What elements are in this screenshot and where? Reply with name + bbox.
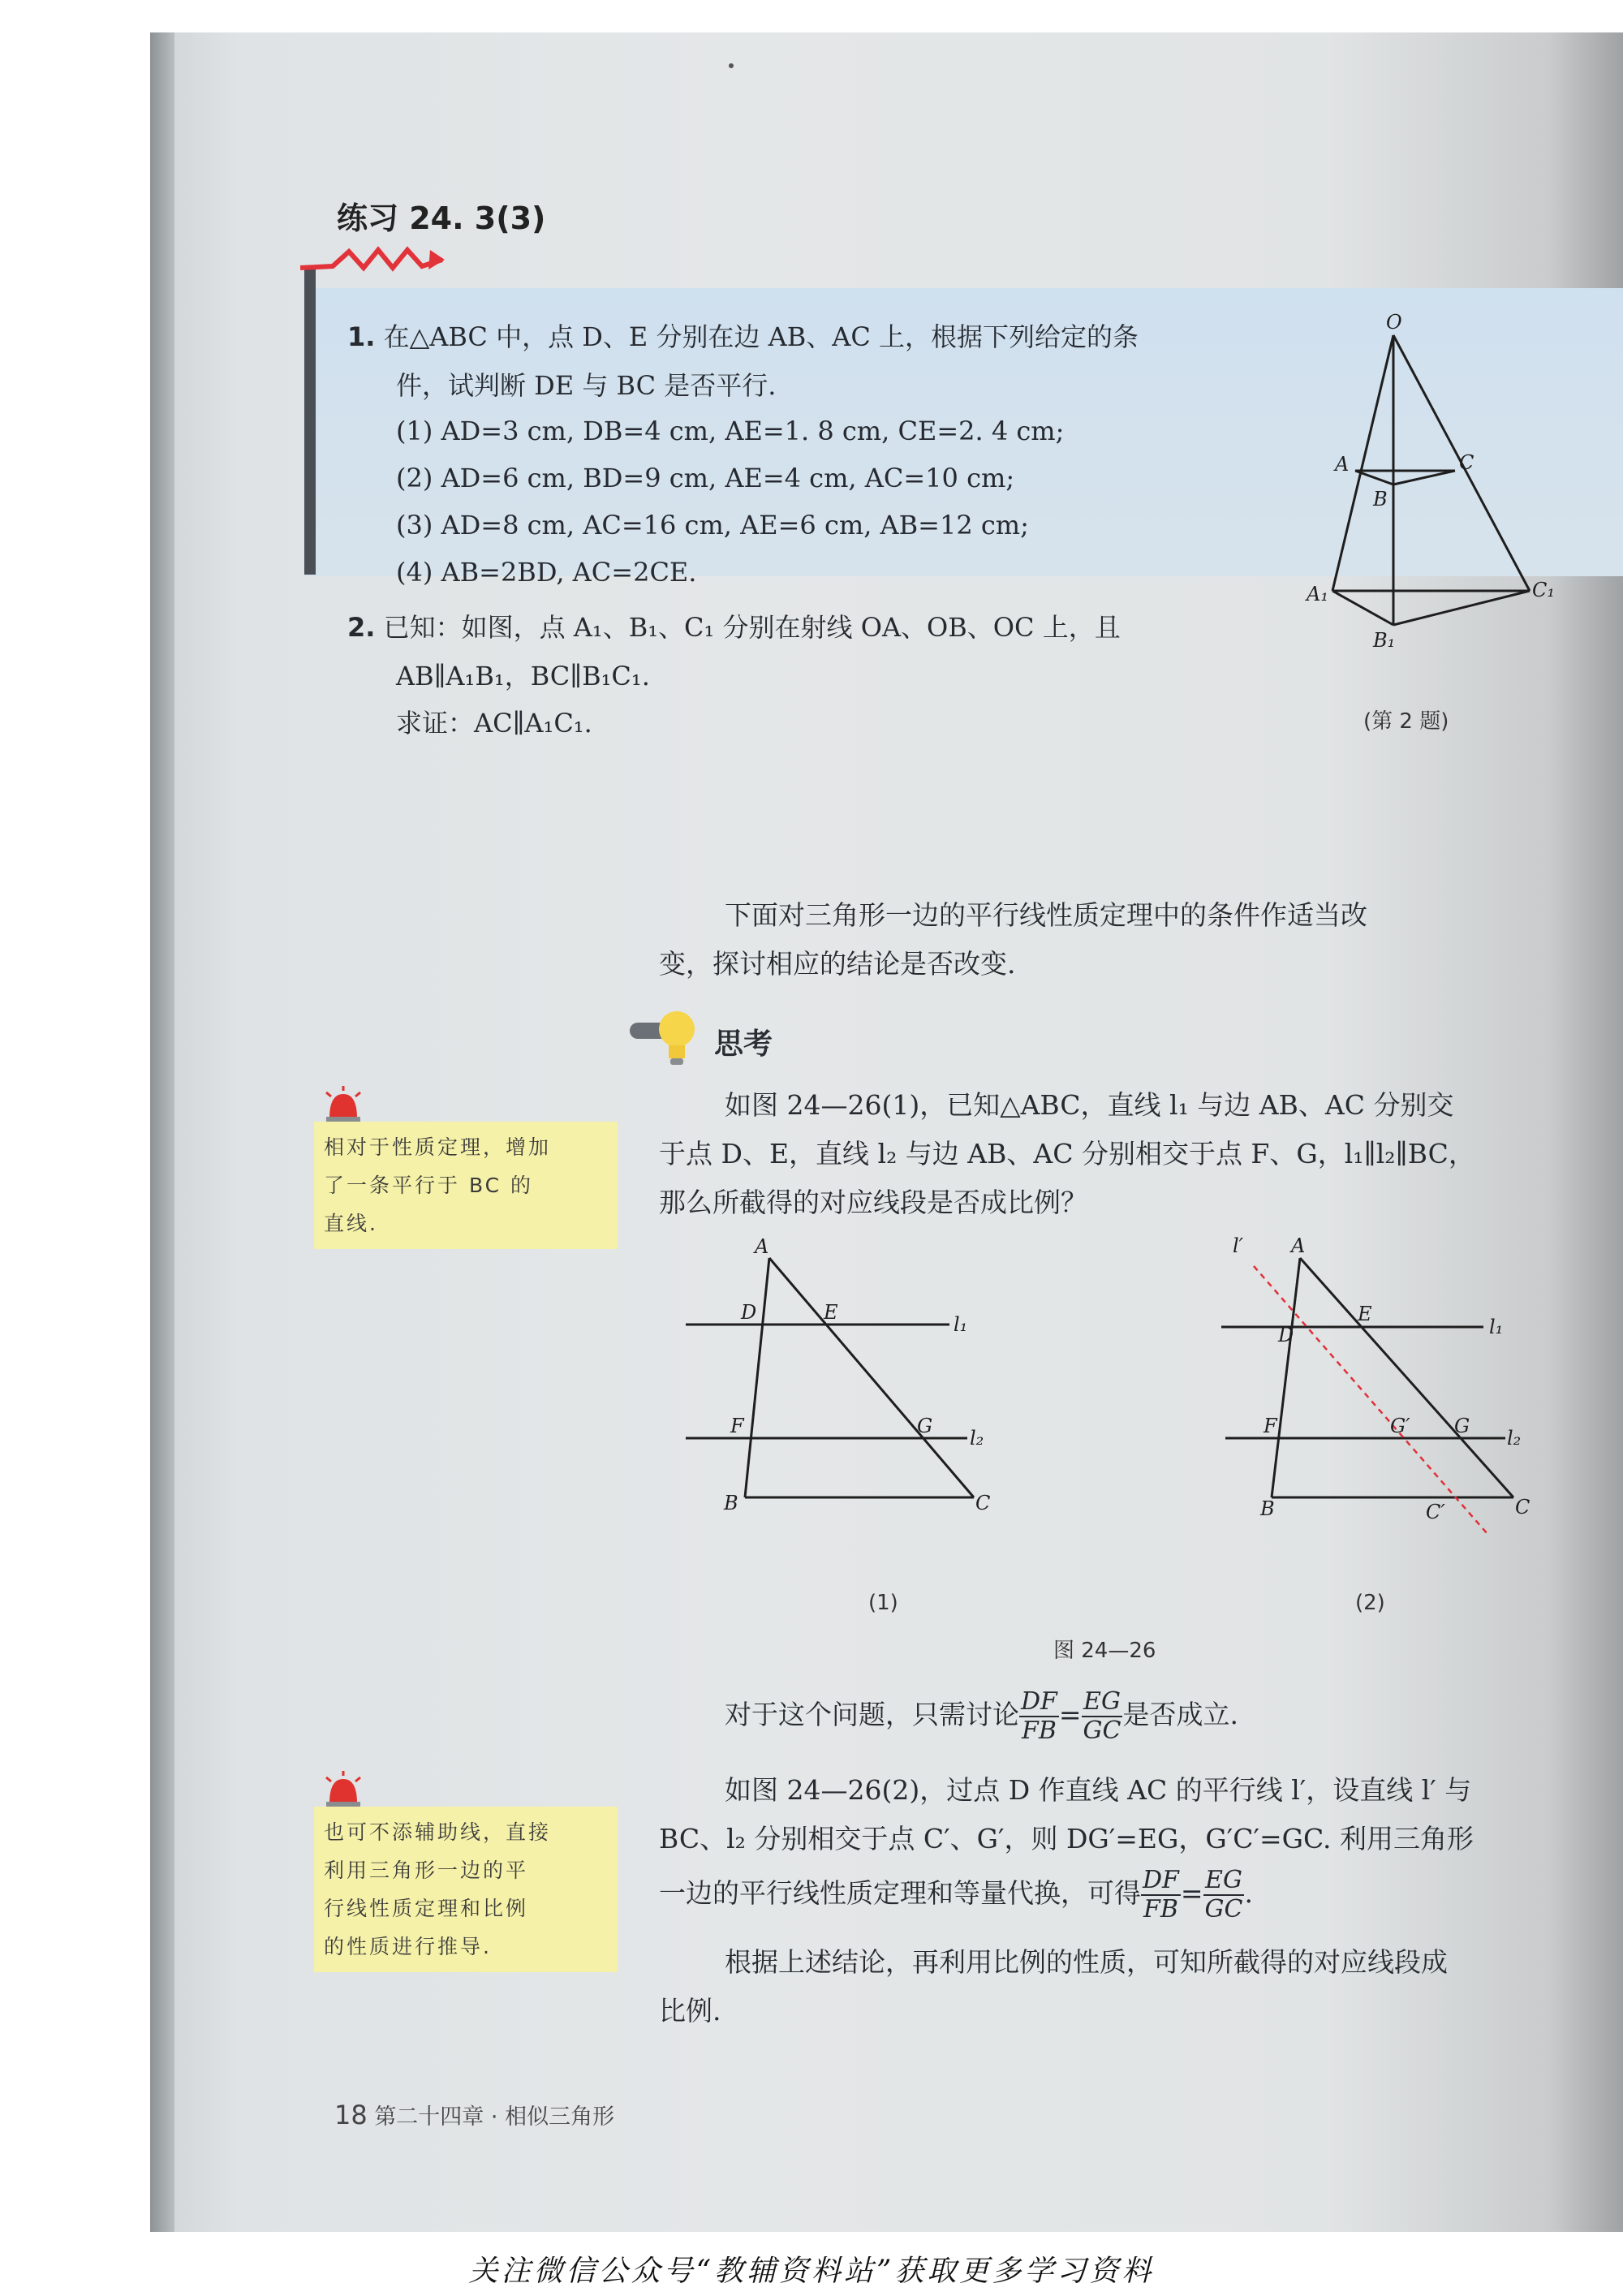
footer-chapter: 第二十四章 [374,2104,484,2130]
q1-item-4: (4) AB=2BD, AC=2CE. [396,557,697,588]
note2-line4: 的性质进行推导. [324,1935,492,1958]
fig2-label-l2: l₂ [1507,1427,1522,1450]
fig1-label-e: E [824,1301,838,1324]
fig1-label-g: G [917,1415,933,1437]
fig1-label-b: B [724,1492,738,1514]
discussion-p3-line2: 比例. [659,1995,721,2027]
fig2-label-lprime: l′ [1233,1234,1244,1257]
p2-frac2-bottom: GC [1204,1895,1243,1923]
figure1-subcaption: (1) [868,1591,898,1615]
figure2-subcaption: (2) [1355,1591,1385,1615]
figure-24-26-2 [1213,1230,1534,1538]
discussion-p3-line1: 根据上述结论，再利用比例的性质，可知所截得的对应线段成 [725,1946,1448,1978]
exercise-side-bar [304,268,316,575]
book-spine [150,32,174,2232]
think-line1: 如图 24—26(1)，已知△ABC，直线 l₁ 与边 AB、AC 分别交 [725,1089,1454,1121]
q2-line3: 求证：AC∥A₁C₁. [396,708,592,739]
p2-frac1-top: DF [1143,1866,1179,1894]
discussion-p2-line1: 如图 24—26(2)，过点 D 作直线 AC 的平行线 l′，设直线 l′ 与 [725,1774,1472,1806]
label-b: B [1373,488,1388,510]
exercise-title: 练习 24. 3(3) [337,200,546,236]
page-speck [729,63,734,68]
fig1-label-a: A [755,1235,769,1258]
q2-figure-caption: (第 2 题) [1363,709,1449,734]
label-c1: C₁ [1532,579,1555,601]
segment-ab [1355,471,1393,485]
fig2-label-l1: l₁ [1489,1316,1504,1338]
footer-separator: · [490,2104,498,2130]
p1-frac2-top: EG [1082,1688,1123,1717]
side-note-2 [314,1807,618,1972]
page-number: 18 [334,2100,368,2130]
fig2-label-b: B [1260,1497,1275,1520]
fig2-side-ab [1272,1258,1300,1497]
fig2-label-gprime: G′ [1390,1415,1410,1437]
q1-line2: 件，试判断 DE 与 BC 是否平行. [396,370,777,401]
fig2-label-c: C [1515,1496,1530,1518]
note1-line2: 了一条平行于 BC 的 [324,1174,534,1197]
p1-frac1-top: DF [1021,1687,1057,1716]
lightbulb-icon [630,1005,703,1070]
q2-text1: 已知：如图，点 A₁、B₁、C₁ 分别在射线 OA、OB、OC 上，且 [383,612,1121,643]
fig1-label-f: F [730,1415,744,1437]
fig1-label-l1: l₁ [954,1313,968,1336]
p1-fraction-eg-gc [1082,1688,1123,1745]
label-a1: A₁ [1307,583,1328,605]
fig2-label-cprime: C′ [1426,1501,1445,1523]
intro-line1: 下面对三角形一边的平行线性质定理中的条件作适当改 [725,899,1367,931]
segment-b1c1 [1393,591,1530,625]
q2-line1 [347,607,1121,644]
side-note-1 [314,1122,618,1249]
q2-line2: AB∥A₁B₁，BC∥B₁C₁. [396,661,650,691]
fig2-label-e: E [1358,1303,1372,1325]
q1-text1: 在△ABC 中，点 D、E 分别在边 AB、AC 上，根据下列给定的条 [383,321,1139,352]
fig2-label-f: F [1264,1415,1277,1437]
p1-frac2-bottom: GC [1083,1717,1121,1745]
page-footer [334,2099,614,2130]
note2-line3: 行线性质定理和比例 [324,1897,529,1920]
note1-line1: 相对于性质定理，增加 [324,1135,552,1159]
p2-text-after: . [1244,1877,1253,1909]
note2-line2: 利用三角形一边的平 [324,1859,529,1882]
fig1-side-ab [745,1258,769,1497]
label-b1: B₁ [1373,629,1396,652]
fig1-label-c: C [975,1492,991,1514]
zigzag-decoration-icon [300,243,446,276]
think-heading: 思考 [714,1027,773,1061]
p2-fraction-df-fb [1141,1867,1181,1923]
p1-text-before: 对于这个问题，只需讨论 [725,1699,1019,1730]
p1-text-after: 是否成立. [1122,1699,1238,1730]
discussion-p2-line2: BC、l₂ 分别相交于点 C′、G′，则 DG′=EG，G′C′=GC. 利用三角形 [659,1823,1474,1854]
q2-number: 2. [347,612,376,643]
q1-number: 1. [347,321,376,352]
alarm-light-icon [323,1086,364,1125]
fig2-label-d: D [1278,1324,1294,1346]
label-c: C [1459,451,1474,474]
label-o: O [1386,312,1402,334]
p2-text-before: 一边的平行线性质定理和等量代换，可得 [659,1877,1141,1909]
p1-equals: = [1058,1699,1082,1730]
label-a: A [1335,453,1350,476]
q1-line1 [347,317,1139,354]
fig2-label-a: A [1291,1234,1306,1257]
think-line2: 于点 D、E，直线 l₂ 与边 AB、AC 分别相交于点 F、G，l₁∥l₂∥BC， [659,1138,1475,1170]
promo-banner: 关注微信公众号“教辅资料站”获取更多学习资料 [468,2255,1155,2288]
intro-line2: 变，探讨相应的结论是否改变. [659,948,1016,980]
think-line3: 那么所截得的对应线段是否成比例？ [659,1187,1087,1218]
discussion-p2-line3 [659,1867,1253,1923]
q1-item-1: (1) AD=3 cm, DB=4 cm, AE=1. 8 cm, CE=2. 4 cm; [396,416,1065,446]
figure-24-26-1 [682,1234,1022,1526]
p1-frac1-bottom: FB [1022,1717,1057,1745]
fig1-side-ac [769,1258,974,1497]
q1-item-3: (3) AD=8 cm, AC=16 cm, AE=6 cm, AB=12 cm; [396,510,1029,541]
p2-equals: = [1180,1877,1203,1909]
segment-bc [1393,471,1455,485]
p2-fraction-eg-gc [1203,1867,1245,1923]
p2-frac2-top: EG [1203,1867,1245,1896]
fig1-label-l2: l₂ [970,1427,984,1450]
note2-line1: 也可不添辅助线，直接 [324,1820,552,1844]
footer-section: 相似三角形 [505,2104,615,2130]
alarm-light-icon-2 [323,1771,364,1810]
note1-line3: 直线. [324,1212,378,1235]
figure-24-26-caption: 图 24—26 [1053,1639,1156,1663]
segment-a1b1 [1332,591,1393,625]
p1-fraction-df-fb [1019,1688,1059,1745]
discussion-p1 [725,1688,1238,1745]
q2-figure [1298,312,1558,670]
q1-item-2: (2) AD=6 cm, BD=9 cm, AE=4 cm, AC=10 cm; [396,463,1015,493]
fig1-label-d: D [741,1301,757,1324]
p2-frac1-bottom: FB [1143,1895,1178,1923]
fig2-side-ac [1300,1258,1513,1497]
fig2-label-g: G [1454,1415,1470,1437]
